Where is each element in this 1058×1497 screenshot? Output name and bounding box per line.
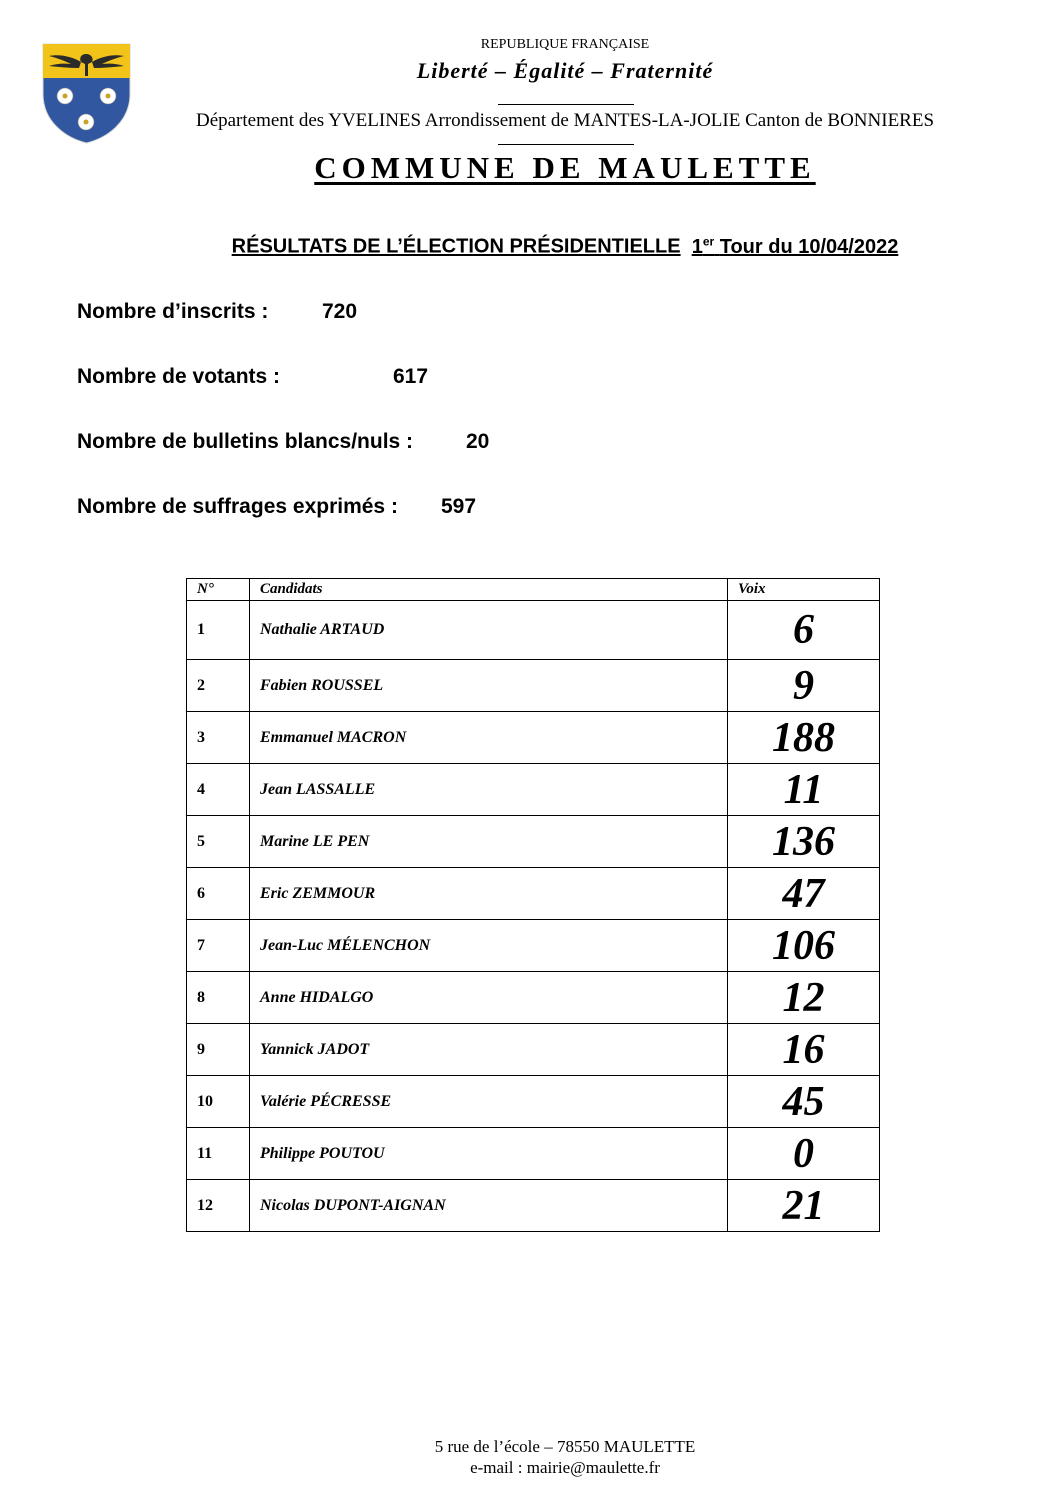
header-divider: [498, 144, 634, 145]
candidate-number: 6: [187, 868, 250, 920]
results-table: [186, 578, 880, 1232]
candidate-number: 1: [187, 601, 250, 660]
table-row: [187, 816, 880, 868]
footer-address: 5 rue de l’école – 78550 MAULETTE: [434, 1437, 696, 1456]
footer-email: e-mail : mairie@maulette.fr: [470, 1458, 660, 1477]
candidate-name: Jean-Luc MÉLENCHON: [250, 920, 728, 972]
candidate-votes: 21: [728, 1180, 880, 1232]
table-row: [187, 920, 880, 972]
candidate-number: 2: [187, 660, 250, 712]
candidate-number: 10: [187, 1076, 250, 1128]
stat-suffrages-exprimes: [77, 495, 477, 519]
candidate-name: Eric ZEMMOUR: [250, 868, 728, 920]
candidate-name: Marine LE PEN: [250, 816, 728, 868]
table-row: [187, 1180, 880, 1232]
republique-heading: REPUBLIQUE FRANÇAISE: [480, 37, 650, 52]
candidate-name: Jean LASSALLE: [250, 764, 728, 816]
stat-votants: [77, 365, 429, 389]
candidate-votes: 106: [728, 920, 880, 972]
candidate-votes: 47: [728, 868, 880, 920]
candidate-votes: 6: [728, 601, 880, 660]
column-header-votes: Voix: [728, 579, 880, 601]
stat-label: Nombre de bulletins blancs/nuls :: [77, 430, 414, 453]
candidate-number: 5: [187, 816, 250, 868]
candidate-votes: 136: [728, 816, 880, 868]
candidate-votes: 12: [728, 972, 880, 1024]
candidate-number: 7: [187, 920, 250, 972]
table-row: [187, 1128, 880, 1180]
candidate-number: 3: [187, 712, 250, 764]
commune-name: COMMUNE DE MAULETTE: [314, 150, 816, 185]
candidate-votes: 11: [728, 764, 880, 816]
stat-blancs-nuls: [77, 430, 490, 454]
stat-label: Nombre de votants :: [77, 365, 281, 388]
candidate-name: Valérie PÉCRESSE: [250, 1076, 728, 1128]
candidate-name: Emmanuel MACRON: [250, 712, 728, 764]
candidate-name: Nicolas DUPONT-AIGNAN: [250, 1180, 728, 1232]
candidate-votes: 16: [728, 1024, 880, 1076]
table-row: [187, 764, 880, 816]
commune-crest-logo: [41, 42, 132, 144]
candidate-number: 8: [187, 972, 250, 1024]
candidate-votes: 45: [728, 1076, 880, 1128]
table-row: [187, 1076, 880, 1128]
column-header-number: N°: [187, 579, 250, 601]
candidate-name: Nathalie ARTAUD: [250, 601, 728, 660]
candidate-number: 4: [187, 764, 250, 816]
table-header-row: [187, 579, 880, 601]
stat-value: 20: [466, 430, 490, 453]
stat-label: Nombre d’inscrits :: [77, 300, 269, 323]
candidate-name: Yannick JADOT: [250, 1024, 728, 1076]
stat-value: 617: [393, 365, 429, 388]
table-row: [187, 660, 880, 712]
stat-value: 597: [441, 495, 477, 518]
document-title: RÉSULTATS DE L’ÉLECTION PRÉSIDENTIELLE 1er Tour du 10/04/2022: [231, 234, 899, 258]
candidate-name: Fabien ROUSSEL: [250, 660, 728, 712]
stat-value: 720: [322, 300, 358, 323]
department-line: Département des YVELINES Arrondissement de MANTES-LA-JOLIE Canton de BONNIERES: [195, 110, 935, 131]
candidate-votes: 188: [728, 712, 880, 764]
table-row: [187, 972, 880, 1024]
coat-of-arms-icon: [41, 42, 132, 144]
candidate-votes: 0: [728, 1128, 880, 1180]
candidate-number: 11: [187, 1128, 250, 1180]
candidate-name: Philippe POUTOU: [250, 1128, 728, 1180]
table-row: [187, 601, 880, 660]
candidate-number: 12: [187, 1180, 250, 1232]
table-row: [187, 868, 880, 920]
republic-motto: Liberté – Égalité – Fraternité: [416, 58, 714, 83]
header-divider: [498, 104, 634, 105]
column-header-candidates: Candidats: [250, 579, 728, 601]
stat-inscrits: [77, 300, 358, 324]
stat-label: Nombre de suffrages exprimés :: [77, 495, 398, 518]
candidate-name: Anne HIDALGO: [250, 972, 728, 1024]
candidate-votes: 9: [728, 660, 880, 712]
candidate-number: 9: [187, 1024, 250, 1076]
table-row: [187, 712, 880, 764]
table-row: [187, 1024, 880, 1076]
